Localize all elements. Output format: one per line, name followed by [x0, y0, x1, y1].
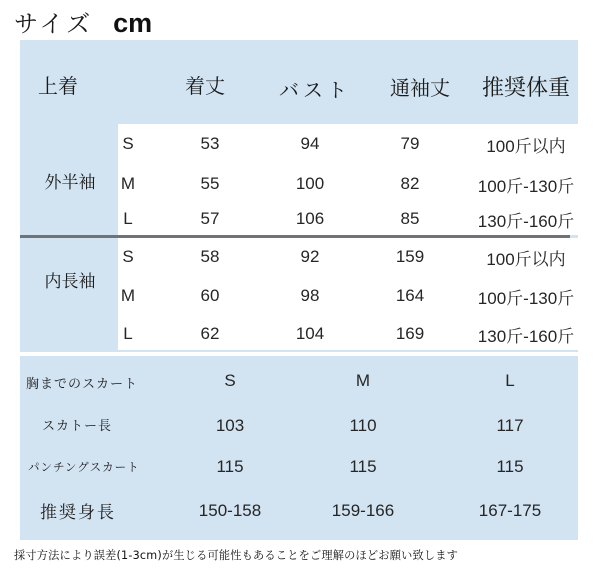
size-label: L	[123, 209, 133, 228]
table-cell: 130斤-160斤	[477, 211, 575, 231]
table-cell: M	[355, 371, 371, 390]
table-cell: 60	[200, 286, 220, 305]
header-jacket: 上着	[38, 73, 78, 98]
table-cell: L	[505, 371, 515, 390]
table-cell: 167-175	[478, 501, 542, 520]
skirt-row-label: 胸までのスカート	[26, 376, 139, 392]
group-name: 内長袖	[44, 271, 96, 292]
table-cell: 53	[200, 134, 220, 153]
table-cell: 150-158	[198, 501, 262, 520]
table-cell: 58	[200, 247, 220, 266]
size-title	[14, 4, 152, 38]
skirt-row-label: 推奨身長	[40, 502, 116, 523]
table-cell: 169	[395, 324, 425, 343]
size-label: L	[123, 324, 133, 343]
table-cell: 85	[400, 209, 420, 228]
table-cell: 55	[200, 174, 220, 193]
table-cell: 103	[215, 416, 245, 435]
table-cell: 130斤-160斤	[477, 326, 575, 346]
header-weight: 推奨体重	[481, 75, 570, 101]
size-label: M	[120, 286, 136, 305]
table-cell: 159	[395, 247, 425, 266]
size-label: S	[122, 247, 134, 266]
table-cell: 94	[300, 134, 320, 153]
table-cell: 100斤以内	[486, 136, 566, 156]
header-length: 着丈	[185, 73, 225, 98]
table-cell: 115	[216, 457, 244, 476]
table-cell: 62	[200, 324, 220, 343]
size-label: M	[120, 174, 136, 193]
table-cell: 115	[496, 457, 524, 476]
measurement-note: 採寸方法により誤差(1-3cm)が生じる可能性もあることをご理解のほどお願い致します	[14, 549, 459, 562]
table-cell: 100斤-130斤	[477, 176, 575, 196]
header-sleeve: 通袖丈	[390, 75, 450, 100]
table-cell: 106	[295, 209, 325, 228]
skirt-row-label: パンチングスカート	[28, 460, 140, 474]
table-cell: 110	[349, 416, 377, 435]
table-cell: 100	[295, 174, 325, 193]
table-cell: 100斤-130斤	[477, 288, 575, 308]
table-cell: 57	[200, 209, 220, 228]
table-cell: S	[224, 371, 236, 390]
group-divider	[20, 235, 570, 238]
table-cell: 100斤以内	[486, 249, 566, 269]
table-cell: 92	[300, 247, 320, 266]
size-label: S	[122, 134, 134, 153]
group-name: 外半袖	[44, 172, 96, 193]
table-cell: 104	[295, 324, 325, 343]
table-cell: 98	[300, 286, 320, 305]
title-text: サイズ	[14, 10, 94, 38]
table-cell: 82	[400, 174, 420, 193]
skirt-row-label: スカトー長	[42, 418, 113, 434]
table-cell: 159-166	[331, 501, 395, 520]
header-bust: バスト	[279, 77, 351, 102]
table-cell: 115	[349, 457, 377, 476]
title-unit: cm	[113, 8, 153, 38]
table-cell: 117	[496, 416, 524, 435]
table-cell: 79	[400, 134, 420, 153]
table-cell: 164	[395, 286, 425, 305]
